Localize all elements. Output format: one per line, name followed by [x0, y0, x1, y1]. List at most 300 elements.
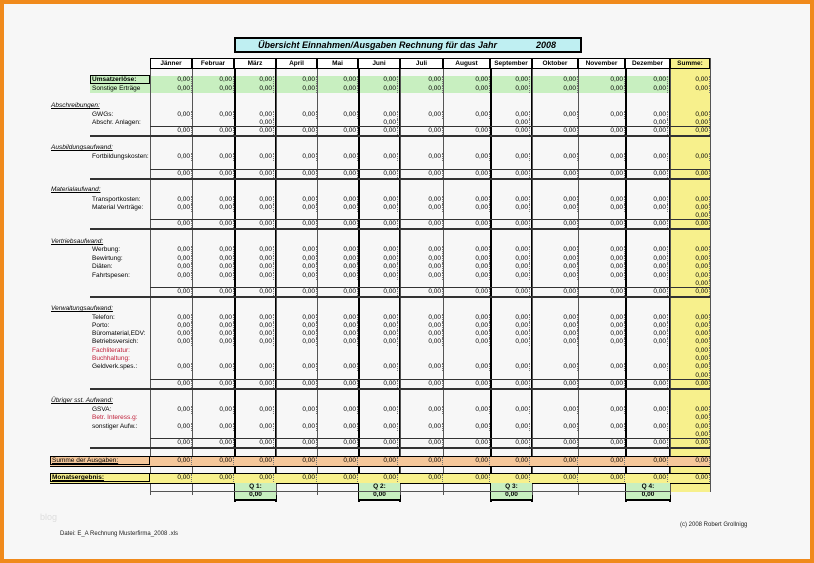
value-cell[interactable]: 0,00 [276, 170, 317, 178]
value-cell[interactable]: 0,00 [276, 457, 317, 465]
value-cell[interactable]: 0,00 [400, 272, 443, 280]
value-cell[interactable]: 0,00 [670, 439, 710, 447]
value-cell[interactable]: 0,00 [490, 220, 530, 228]
value-cell[interactable]: 0,00 [490, 85, 530, 93]
value-cell[interactable]: 0,00 [276, 272, 317, 280]
value-cell[interactable]: 0,00 [443, 363, 490, 371]
value-cell[interactable]: 0,00 [670, 212, 710, 220]
value-cell[interactable]: 0,00 [532, 153, 578, 161]
value-cell[interactable]: 0,00 [625, 380, 668, 388]
value-cell[interactable]: 0,00 [400, 111, 443, 119]
value-cell[interactable]: 0,00 [234, 255, 274, 263]
value-cell[interactable]: 0,00 [532, 330, 578, 338]
value-cell[interactable]: 0,00 [625, 363, 668, 371]
value-cell[interactable]: 0,00 [443, 474, 490, 482]
value-cell[interactable]: 0,00 [276, 246, 317, 254]
value-cell[interactable]: 0,00 [578, 263, 625, 271]
value-cell[interactable]: 0,00 [276, 338, 317, 346]
value-cell[interactable]: 0,00 [670, 314, 710, 322]
value-cell[interactable]: 0,00 [358, 255, 398, 263]
value-cell[interactable]: 0,00 [578, 111, 625, 119]
value-cell[interactable]: 0,00 [234, 153, 274, 161]
value-cell[interactable]: 0,00 [150, 474, 192, 482]
value-cell[interactable]: 0,00 [625, 314, 668, 322]
value-cell[interactable]: 0,00 [670, 246, 710, 254]
value-cell[interactable]: 0,00 [400, 322, 443, 330]
value-cell[interactable]: 0,00 [358, 111, 398, 119]
value-cell[interactable]: 0,00 [625, 111, 668, 119]
value-cell[interactable]: 0,00 [276, 127, 317, 135]
value-cell[interactable]: 0,00 [150, 76, 192, 84]
value-cell[interactable]: 0,00 [670, 380, 710, 388]
value-cell[interactable]: 0,00 [578, 406, 625, 414]
value-cell[interactable]: 0,00 [670, 153, 710, 161]
value-cell[interactable]: 0,00 [192, 220, 234, 228]
value-cell[interactable]: 0,00 [358, 457, 398, 465]
value-cell[interactable]: 0,00 [150, 170, 192, 178]
value-cell[interactable]: 0,00 [625, 338, 668, 346]
value-cell[interactable]: 0,00 [150, 127, 192, 135]
value-cell[interactable]: 0,00 [317, 314, 358, 322]
value-cell[interactable]: 0,00 [578, 314, 625, 322]
value-cell[interactable]: 0,00 [625, 474, 668, 482]
value-cell[interactable]: 0,00 [234, 170, 274, 178]
value-cell[interactable]: 0,00 [192, 170, 234, 178]
value-cell[interactable]: 0,00 [192, 457, 234, 465]
value-cell[interactable]: 0,00 [578, 85, 625, 93]
value-cell[interactable]: 0,00 [150, 406, 192, 414]
value-cell[interactable]: 0,00 [192, 127, 234, 135]
value-cell[interactable]: 0,00 [670, 204, 710, 212]
value-cell[interactable]: 0,00 [358, 338, 398, 346]
value-cell[interactable]: 0,00 [443, 457, 490, 465]
value-cell[interactable]: 0,00 [578, 330, 625, 338]
value-cell[interactable]: 0,00 [317, 246, 358, 254]
value-cell[interactable]: 0,00 [578, 170, 625, 178]
value-cell[interactable]: 0,00 [625, 406, 668, 414]
value-cell[interactable]: 0,00 [443, 204, 490, 212]
value-cell[interactable]: 0,00 [578, 439, 625, 447]
value-cell[interactable]: 0,00 [532, 288, 578, 296]
value-cell[interactable]: 0,00 [532, 220, 578, 228]
value-cell[interactable]: 0,00 [443, 76, 490, 84]
value-cell[interactable]: 0,00 [532, 322, 578, 330]
value-cell[interactable]: 0,00 [150, 246, 192, 254]
value-cell[interactable]: 0,00 [670, 474, 710, 482]
value-cell[interactable]: 0,00 [317, 322, 358, 330]
value-cell[interactable]: 0,00 [358, 406, 398, 414]
value-cell[interactable]: 0,00 [150, 322, 192, 330]
value-cell[interactable]: 0,00 [317, 204, 358, 212]
value-cell[interactable]: 0,00 [670, 220, 710, 228]
value-cell[interactable]: 0,00 [490, 119, 530, 127]
value-cell[interactable]: 0,00 [276, 85, 317, 93]
value-cell[interactable]: 0,00 [234, 288, 274, 296]
value-cell[interactable]: 0,00 [317, 85, 358, 93]
value-cell[interactable]: 0,00 [532, 85, 578, 93]
value-cell[interactable]: 0,00 [150, 439, 192, 447]
value-cell[interactable]: 0,00 [317, 263, 358, 271]
value-cell[interactable]: 0,00 [532, 457, 578, 465]
value-cell[interactable]: 0,00 [234, 338, 274, 346]
value-cell[interactable]: 0,00 [150, 363, 192, 371]
value-cell[interactable]: 0,00 [625, 76, 668, 84]
value-cell[interactable]: 0,00 [625, 204, 668, 212]
value-cell[interactable]: 0,00 [532, 272, 578, 280]
value-cell[interactable]: 0,00 [317, 423, 358, 431]
value-cell[interactable]: 0,00 [358, 170, 398, 178]
value-cell[interactable]: 0,00 [578, 204, 625, 212]
value-cell[interactable]: 0,00 [443, 423, 490, 431]
value-cell[interactable]: 0,00 [400, 330, 443, 338]
value-cell[interactable]: 0,00 [234, 474, 274, 482]
value-cell[interactable]: 0,00 [625, 153, 668, 161]
value-cell[interactable]: 0,00 [400, 220, 443, 228]
value-cell[interactable]: 0,00 [490, 263, 530, 271]
value-cell[interactable]: 0,00 [276, 423, 317, 431]
value-cell[interactable]: 0,00 [317, 76, 358, 84]
value-cell[interactable]: 0,00 [192, 111, 234, 119]
value-cell[interactable]: 0,00 [532, 406, 578, 414]
value-cell[interactable]: 0,00 [625, 220, 668, 228]
value-cell[interactable]: 0,00 [192, 255, 234, 263]
value-cell[interactable]: 0,00 [400, 423, 443, 431]
value-cell[interactable]: 0,00 [400, 246, 443, 254]
value-cell[interactable]: 0,00 [578, 288, 625, 296]
value-cell[interactable]: 0,00 [625, 170, 668, 178]
value-cell[interactable]: 0,00 [234, 380, 274, 388]
value-cell[interactable]: 0,00 [400, 127, 443, 135]
value-cell[interactable]: 0,00 [532, 474, 578, 482]
value-cell[interactable]: 0,00 [578, 153, 625, 161]
value-cell[interactable]: 0,00 [192, 204, 234, 212]
value-cell[interactable]: 0,00 [670, 338, 710, 346]
value-cell[interactable]: 0,00 [625, 119, 668, 127]
value-cell[interactable]: 0,00 [150, 288, 192, 296]
value-cell[interactable]: 0,00 [234, 272, 274, 280]
value-cell[interactable]: 0,00 [234, 406, 274, 414]
value-cell[interactable]: 0,00 [578, 423, 625, 431]
value-cell[interactable]: 0,00 [625, 330, 668, 338]
value-cell[interactable]: 0,00 [578, 474, 625, 482]
value-cell[interactable]: 0,00 [443, 255, 490, 263]
value-cell[interactable]: 0,00 [670, 372, 710, 380]
value-cell[interactable]: 0,00 [276, 111, 317, 119]
value-cell[interactable]: 0,00 [358, 263, 398, 271]
value-cell[interactable]: 0,00 [400, 288, 443, 296]
value-cell[interactable]: 0,00 [490, 474, 530, 482]
value-cell[interactable]: 0,00 [234, 263, 274, 271]
value-cell[interactable]: 0,00 [400, 406, 443, 414]
value-cell[interactable]: 0,00 [234, 204, 274, 212]
value-cell[interactable]: 0,00 [192, 330, 234, 338]
value-cell[interactable]: 0,00 [443, 314, 490, 322]
value-cell[interactable]: 0,00 [234, 76, 274, 84]
value-cell[interactable]: 0,00 [150, 423, 192, 431]
value-cell[interactable]: 0,00 [670, 255, 710, 263]
value-cell[interactable]: 0,00 [578, 76, 625, 84]
value-cell[interactable]: 0,00 [670, 363, 710, 371]
value-cell[interactable]: 0,00 [443, 330, 490, 338]
value-cell[interactable]: 0,00 [625, 423, 668, 431]
value-cell[interactable]: 0,00 [532, 380, 578, 388]
value-cell[interactable]: 0,00 [532, 439, 578, 447]
value-cell[interactable]: 0,00 [192, 85, 234, 93]
value-cell[interactable]: 0,00 [400, 196, 443, 204]
value-cell[interactable]: 0,00 [400, 314, 443, 322]
value-cell[interactable]: 0,00 [443, 127, 490, 135]
value-cell[interactable]: 0,00 [443, 338, 490, 346]
value-cell[interactable]: 0,00 [358, 288, 398, 296]
value-cell[interactable]: 0,00 [317, 439, 358, 447]
value-cell[interactable]: 0,00 [358, 246, 398, 254]
value-cell[interactable]: 0,00 [443, 272, 490, 280]
value-cell[interactable]: 0,00 [234, 330, 274, 338]
value-cell[interactable]: 0,00 [400, 363, 443, 371]
value-cell[interactable]: 0,00 [150, 338, 192, 346]
value-cell[interactable]: 0,00 [317, 111, 358, 119]
value-cell[interactable]: 0,00 [443, 170, 490, 178]
value-cell[interactable]: 0,00 [490, 330, 530, 338]
value-cell[interactable]: 0,00 [276, 196, 317, 204]
value-cell[interactable]: 0,00 [358, 119, 398, 127]
value-cell[interactable]: 0,00 [578, 363, 625, 371]
quarter-value[interactable]: 0,00 [359, 491, 400, 501]
value-cell[interactable]: 0,00 [150, 272, 192, 280]
value-cell[interactable]: 0,00 [192, 246, 234, 254]
value-cell[interactable]: 0,00 [532, 127, 578, 135]
value-cell[interactable]: 0,00 [150, 111, 192, 119]
value-cell[interactable]: 0,00 [358, 153, 398, 161]
value-cell[interactable]: 0,00 [532, 423, 578, 431]
value-cell[interactable]: 0,00 [150, 314, 192, 322]
value-cell[interactable]: 0,00 [625, 263, 668, 271]
value-cell[interactable]: 0,00 [490, 153, 530, 161]
value-cell[interactable]: 0,00 [150, 153, 192, 161]
value-cell[interactable]: 0,00 [670, 457, 710, 465]
value-cell[interactable]: 0,00 [670, 330, 710, 338]
value-cell[interactable]: 0,00 [276, 153, 317, 161]
value-cell[interactable]: 0,00 [234, 220, 274, 228]
value-cell[interactable]: 0,00 [490, 255, 530, 263]
value-cell[interactable]: 0,00 [150, 220, 192, 228]
value-cell[interactable]: 0,00 [625, 322, 668, 330]
value-cell[interactable]: 0,00 [670, 280, 710, 288]
value-cell[interactable]: 0,00 [490, 246, 530, 254]
value-cell[interactable]: 0,00 [358, 76, 398, 84]
value-cell[interactable]: 0,00 [192, 263, 234, 271]
value-cell[interactable]: 0,00 [234, 127, 274, 135]
value-cell[interactable]: 0,00 [192, 439, 234, 447]
value-cell[interactable]: 0,00 [276, 204, 317, 212]
value-cell[interactable]: 0,00 [400, 457, 443, 465]
value-cell[interactable]: 0,00 [578, 272, 625, 280]
value-cell[interactable]: 0,00 [234, 363, 274, 371]
value-cell[interactable]: 0,00 [490, 423, 530, 431]
value-cell[interactable]: 0,00 [400, 85, 443, 93]
value-cell[interactable]: 0,00 [150, 457, 192, 465]
value-cell[interactable]: 0,00 [234, 246, 274, 254]
value-cell[interactable]: 0,00 [670, 119, 710, 127]
value-cell[interactable]: 0,00 [358, 439, 398, 447]
value-cell[interactable]: 0,00 [192, 288, 234, 296]
value-cell[interactable]: 0,00 [443, 439, 490, 447]
value-cell[interactable]: 0,00 [192, 314, 234, 322]
value-cell[interactable]: 0,00 [192, 474, 234, 482]
value-cell[interactable]: 0,00 [490, 322, 530, 330]
value-cell[interactable]: 0,00 [276, 76, 317, 84]
value-cell[interactable]: 0,00 [670, 355, 710, 363]
value-cell[interactable]: 0,00 [192, 423, 234, 431]
value-cell[interactable]: 0,00 [490, 127, 530, 135]
value-cell[interactable]: 0,00 [358, 474, 398, 482]
value-cell[interactable]: 0,00 [317, 330, 358, 338]
value-cell[interactable]: 0,00 [625, 196, 668, 204]
value-cell[interactable]: 0,00 [150, 204, 192, 212]
value-cell[interactable]: 0,00 [578, 127, 625, 135]
value-cell[interactable]: 0,00 [192, 406, 234, 414]
value-cell[interactable]: 0,00 [443, 322, 490, 330]
value-cell[interactable]: 0,00 [400, 263, 443, 271]
value-cell[interactable]: 0,00 [532, 196, 578, 204]
value-cell[interactable]: 0,00 [276, 380, 317, 388]
value-cell[interactable]: 0,00 [317, 288, 358, 296]
value-cell[interactable]: 0,00 [192, 338, 234, 346]
value-cell[interactable]: 0,00 [358, 85, 398, 93]
value-cell[interactable]: 0,00 [276, 363, 317, 371]
value-cell[interactable]: 0,00 [317, 255, 358, 263]
value-cell[interactable]: 0,00 [234, 439, 274, 447]
value-cell[interactable]: 0,00 [358, 363, 398, 371]
value-cell[interactable]: 0,00 [490, 288, 530, 296]
value-cell[interactable]: 0,00 [670, 322, 710, 330]
value-cell[interactable]: 0,00 [532, 111, 578, 119]
value-cell[interactable]: 0,00 [670, 85, 710, 93]
value-cell[interactable]: 0,00 [490, 380, 530, 388]
value-cell[interactable]: 0,00 [400, 204, 443, 212]
value-cell[interactable]: 0,00 [625, 246, 668, 254]
value-cell[interactable]: 0,00 [400, 170, 443, 178]
value-cell[interactable]: 0,00 [317, 457, 358, 465]
value-cell[interactable]: 0,00 [490, 196, 530, 204]
value-cell[interactable]: 0,00 [490, 204, 530, 212]
value-cell[interactable]: 0,00 [400, 338, 443, 346]
value-cell[interactable]: 0,00 [150, 85, 192, 93]
value-cell[interactable]: 0,00 [443, 153, 490, 161]
value-cell[interactable]: 0,00 [150, 263, 192, 271]
value-cell[interactable]: 0,00 [400, 474, 443, 482]
value-cell[interactable]: 0,00 [443, 85, 490, 93]
value-cell[interactable]: 0,00 [670, 272, 710, 280]
value-cell[interactable]: 0,00 [443, 263, 490, 271]
value-cell[interactable]: 0,00 [317, 153, 358, 161]
value-cell[interactable]: 0,00 [276, 406, 317, 414]
value-cell[interactable]: 0,00 [670, 170, 710, 178]
value-cell[interactable]: 0,00 [670, 111, 710, 119]
value-cell[interactable]: 0,00 [532, 338, 578, 346]
value-cell[interactable]: 0,00 [532, 170, 578, 178]
value-cell[interactable]: 0,00 [317, 220, 358, 228]
value-cell[interactable]: 0,00 [234, 119, 274, 127]
value-cell[interactable]: 0,00 [490, 338, 530, 346]
value-cell[interactable]: 0,00 [400, 380, 443, 388]
quarter-value[interactable]: 0,00 [626, 491, 670, 501]
value-cell[interactable]: 0,00 [317, 380, 358, 388]
value-cell[interactable]: 0,00 [532, 76, 578, 84]
value-cell[interactable]: 0,00 [234, 85, 274, 93]
value-cell[interactable]: 0,00 [578, 196, 625, 204]
value-cell[interactable]: 0,00 [192, 76, 234, 84]
value-cell[interactable]: 0,00 [625, 439, 668, 447]
value-cell[interactable]: 0,00 [150, 330, 192, 338]
value-cell[interactable]: 0,00 [490, 439, 530, 447]
value-cell[interactable]: 0,00 [490, 111, 530, 119]
value-cell[interactable]: 0,00 [234, 457, 274, 465]
value-cell[interactable]: 0,00 [192, 322, 234, 330]
value-cell[interactable]: 0,00 [490, 457, 530, 465]
value-cell[interactable]: 0,00 [578, 322, 625, 330]
value-cell[interactable]: 0,00 [670, 406, 710, 414]
value-cell[interactable]: 0,00 [625, 127, 668, 135]
value-cell[interactable]: 0,00 [532, 246, 578, 254]
value-cell[interactable]: 0,00 [358, 380, 398, 388]
value-cell[interactable]: 0,00 [358, 196, 398, 204]
value-cell[interactable]: 0,00 [625, 457, 668, 465]
value-cell[interactable]: 0,00 [276, 255, 317, 263]
value-cell[interactable]: 0,00 [532, 363, 578, 371]
value-cell[interactable]: 0,00 [150, 196, 192, 204]
value-cell[interactable]: 0,00 [276, 314, 317, 322]
value-cell[interactable]: 0,00 [443, 288, 490, 296]
value-cell[interactable]: 0,00 [490, 406, 530, 414]
value-cell[interactable]: 0,00 [234, 423, 274, 431]
value-cell[interactable]: 0,00 [490, 363, 530, 371]
value-cell[interactable]: 0,00 [192, 196, 234, 204]
value-cell[interactable]: 0,00 [490, 272, 530, 280]
value-cell[interactable]: 0,00 [400, 439, 443, 447]
value-cell[interactable]: 0,00 [317, 127, 358, 135]
value-cell[interactable]: 0,00 [532, 204, 578, 212]
value-cell[interactable]: 0,00 [150, 380, 192, 388]
value-cell[interactable]: 0,00 [358, 423, 398, 431]
value-cell[interactable]: 0,00 [317, 474, 358, 482]
value-cell[interactable]: 0,00 [490, 170, 530, 178]
value-cell[interactable]: 0,00 [578, 220, 625, 228]
value-cell[interactable]: 0,00 [234, 196, 274, 204]
value-cell[interactable]: 0,00 [234, 314, 274, 322]
value-cell[interactable]: 0,00 [192, 272, 234, 280]
value-cell[interactable]: 0,00 [532, 255, 578, 263]
value-cell[interactable]: 0,00 [443, 196, 490, 204]
value-cell[interactable]: 0,00 [276, 474, 317, 482]
value-cell[interactable]: 0,00 [317, 338, 358, 346]
value-cell[interactable]: 0,00 [578, 338, 625, 346]
value-cell[interactable]: 0,00 [443, 406, 490, 414]
value-cell[interactable]: 0,00 [532, 314, 578, 322]
value-cell[interactable]: 0,00 [670, 431, 710, 439]
value-cell[interactable]: 0,00 [358, 220, 398, 228]
value-cell[interactable]: 0,00 [317, 406, 358, 414]
value-cell[interactable]: 0,00 [670, 347, 710, 355]
value-cell[interactable]: 0,00 [443, 220, 490, 228]
quarter-value[interactable]: 0,00 [235, 491, 276, 501]
value-cell[interactable]: 0,00 [578, 255, 625, 263]
value-cell[interactable]: 0,00 [443, 380, 490, 388]
value-cell[interactable]: 0,00 [490, 76, 530, 84]
value-cell[interactable]: 0,00 [490, 314, 530, 322]
value-cell[interactable]: 0,00 [317, 363, 358, 371]
value-cell[interactable]: 0,00 [670, 288, 710, 296]
